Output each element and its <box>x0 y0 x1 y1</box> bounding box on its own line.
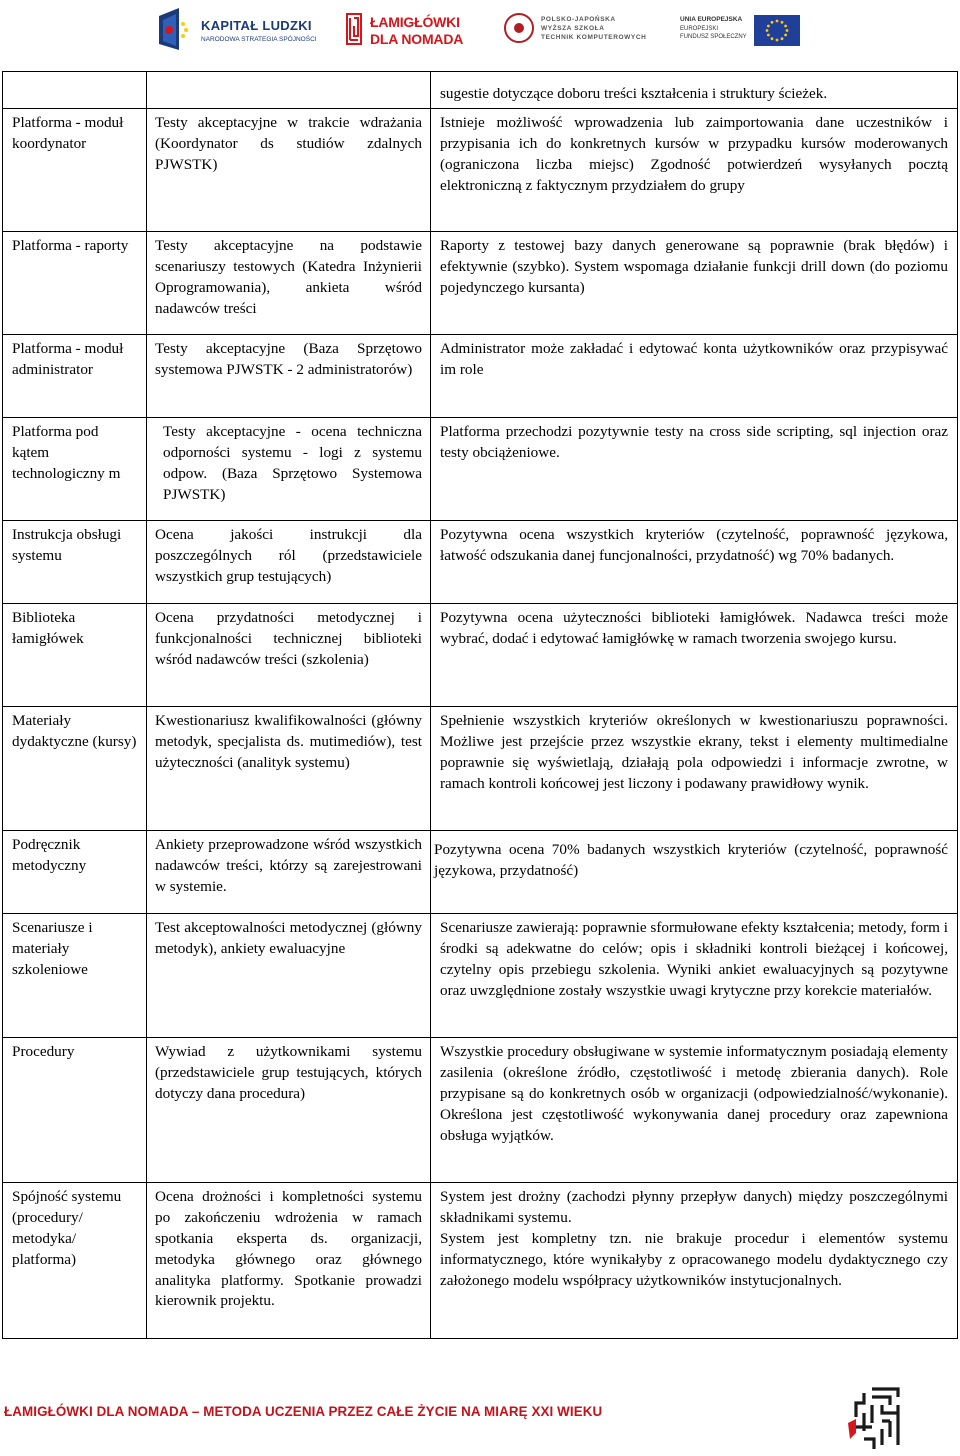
method-cell: Testy akceptacyjne na podstawie scenariuszy testowych (Katedra Inżynierii Oprogramowania), ankieta wśród nadawców treści <box>147 231 431 334</box>
element-cell: Scenariusze i materiały szkoleniowe <box>3 913 147 1037</box>
table-row <box>3 72 958 109</box>
element-cell: Platforma - raporty <box>3 231 147 334</box>
table-row <box>3 1182 958 1338</box>
result-cell: Pozytywna ocena wszystkich kryteriów (czytelność, poprawność językowa, łatwość odszukania danej funcjonalności, przydatność) wg 70% badanych. <box>431 520 958 603</box>
table-row <box>3 706 958 830</box>
result-cell: Wszystkie procedury obsługiwane w systemie informatycznym posiadają elementy zasilenia (określone źródło, częstotliwość i metodę zbierania danych). Role przypisane są do konkretnych osób w organizacji (odpowiedzialność/wykonanie). Określona jest częstotliwość wykonywania danej procedury oraz zapewniona obsługa wyjątków. <box>431 1037 958 1182</box>
method-cell: Testy akceptacyjne - ocena techniczna odporności systemu - logi z systemu odpow. (Baza Sprzętowo Systemowa PJWSTK) <box>147 417 431 520</box>
element-cell: Platforma - moduł administrator <box>3 334 147 417</box>
table-row <box>3 603 958 706</box>
kapital-ludzki-title: KAPITAŁ LUDZKI <box>201 18 312 33</box>
eu-line2: EUROPEJSKI <box>680 26 719 32</box>
header-logos <box>0 0 960 60</box>
table-row <box>3 830 958 913</box>
evaluation-table <box>2 71 958 1339</box>
result-cell: Scenariusze zawierają: poprawnie sformułowane efekty kształcenia; metody, form i środki są adekwatne do celów; opis i składniki kontroli bieżącej i końcowej, czytelny opis przebiegu szkolenia. Wyniki ankiet ewaluacyjnych są pozytywne oraz uwzględnione zostały wszystkie uwagi krytyczne przy korekcie materiałów. <box>431 913 958 1037</box>
result-paragraph-2: System jest kompletny tzn. nie brakuje procedur i elementów systemu informatycznego, które wynikałyby z opracowanego modelu dydaktycznego czy założonego modelu współpracy użytkowników instytucjonalnych. <box>440 1229 948 1289</box>
method-cell: Testy akceptacyjne w trakcie wdrażania (Koordynator ds studiów zdalnych PJWSTK) <box>147 108 431 231</box>
element-cell: Spójność systemu (procedury/ metodyka/ platforma) <box>3 1182 147 1338</box>
eu-line3: FUNDUSZ SPOŁECZNY <box>680 34 747 40</box>
result-cell: Spełnienie wszystkich kryteriów określonych w kwestionariuszu poprawności. Możliwe jest przejście przez wszystkie ekrany, tekst i elementy multimedialne poprawnie się wyświetlają, działają pola odpowiedzi i informacje zwrotne, w ramach kontroli końcowej jest liczony i podawany prawidłowy wynik. <box>431 706 958 830</box>
method-cell: Ocena przydatności metodycznej i funkcjonalności technicznej biblioteki wśród nadawców treści (szkolenia) <box>147 603 431 706</box>
element-cell: Materiały dydaktyczne (kursy) <box>3 706 147 830</box>
element-cell: Podręcznik metodyczny <box>3 830 147 913</box>
eu-flag-icon <box>754 15 800 46</box>
pjwstk-emblem-icon <box>504 13 534 43</box>
pjwstk-line3: TECHNIK KOMPUTEROWYCH <box>541 34 647 41</box>
lamiglowki-logo <box>343 4 473 54</box>
pjwstk-line1: POLSKO-JAPOŃSKA <box>541 16 616 23</box>
table-row <box>3 231 958 334</box>
method-cell: Ocena drożności i kompletności systemu po zakończeniu wdrożenia w ramach spotkania eksperta ds. organizacji, metodyka głównego oraz głównego analityka platformy. Spotkanie prowadzi kierownik projektu. <box>147 1182 431 1338</box>
maze-head-logo-icon <box>842 1383 914 1455</box>
maze-head-icon <box>343 10 365 48</box>
method-cell: Kwestionariusz kwalifikowalności (główny metodyk, specjalista ds. mutimediów), test użyteczności (analityk systemu) <box>147 706 431 830</box>
element-cell: Biblioteka łamigłówek <box>3 603 147 706</box>
method-cell: Ocena jakości instrukcji dla poszczególnych ról (przedstawiciele wszystkich grup testujących) <box>147 520 431 603</box>
pjwstk-line2: WYŻSZA SZKOŁA <box>541 25 605 32</box>
table-row <box>3 1037 958 1182</box>
table-row <box>3 334 958 417</box>
element-cell <box>3 72 147 109</box>
method-cell: Test akceptowalności metodycznej (główny metodyk), ankiety ewaluacyjne <box>147 913 431 1037</box>
result-cell: Pozytywna ocena 70% badanych wszystkich kryteriów (czytelność, poprawność językowa, przydatność) <box>431 830 958 913</box>
result-cell: sugestie dotyczące doboru treści kształcenia i struktury ścieżek. <box>431 72 958 109</box>
footer-text: ŁAMIGŁÓWKI DLA NOMADA – METODA UCZENIA PRZEZ CAŁE ŻYCIE NA MIARĘ XXI WIEKU <box>4 1404 603 1419</box>
eu-line1: UNIA EUROPEJSKA <box>680 16 743 23</box>
table-row <box>3 108 958 231</box>
result-cell: Raporty z testowej bazy danych generowane są poprawnie (brak błędów) i efektywnie (szybko). System wspomaga działanie funkcji drill down (do poziomu pojedynczego kursanta) <box>431 231 958 334</box>
lamiglowki-title-line2: DLA NOMADA <box>370 31 464 47</box>
element-cell: Procedury <box>3 1037 147 1182</box>
table-row <box>3 913 958 1037</box>
lamiglowki-title-line1: ŁAMIGŁÓWKI <box>370 14 460 30</box>
eu-logo <box>680 4 800 54</box>
result-cell <box>431 1182 958 1338</box>
element-cell: Instrukcja obsługi systemu <box>3 520 147 603</box>
method-cell: Testy akceptacyjne (Baza Sprzętowo systemowa PJWSTK - 2 administratorów) <box>147 334 431 417</box>
kapital-ludzki-mark-icon <box>157 6 189 52</box>
result-paragraph: System jest drożny (zachodzi płynny przepływ danych) między poszczególnymi składnikami systemu. <box>440 1187 948 1226</box>
result-cell: Platforma przechodzi pozytywnie testy na cross side scripting, sql injection oraz testy obciążeniowe. <box>431 417 958 520</box>
pjwstk-logo <box>504 4 649 54</box>
method-cell: Ankiety przeprowadzone wśród wszystkich nadawców treści, którzy są zarejestrowani w systemie. <box>147 830 431 913</box>
element-cell: Platforma pod kątem technologiczny m <box>3 417 147 520</box>
method-cell: Wywiad z użytkownikami systemu (przedstawiciele grup testujących, których dotyczy dana procedura) <box>147 1037 431 1182</box>
element-cell: Platforma - moduł koordynator <box>3 108 147 231</box>
kapital-ludzki-logo <box>157 4 327 54</box>
result-cell: Administrator może zakładać i edytować konta użytkowników oraz przypisywać im role <box>431 334 958 417</box>
kapital-ludzki-subtitle: NARODOWA STRATEGIA SPÓJNOŚCI <box>201 36 317 43</box>
result-cell: Pozytywna ocena użyteczności biblioteki łamigłówek. Nadawca treści może wybrać, dodać i edytować łamigłówkę w ramach tworzenia swojego kursu. <box>431 603 958 706</box>
table-row <box>3 520 958 603</box>
table-row <box>3 417 958 520</box>
result-cell: Istnieje możliwość wprowadzenia lub zaimportowania dane uczestników i przypisania ich do konkretnych kursów w przypadku kursów moderowanych (ograniczona liczba miejsc) Zgodność potwierdzeń wysyłanych pocztą elektroniczną z faktycznym przydziałem do grupy <box>431 108 958 231</box>
method-cell <box>147 72 431 109</box>
